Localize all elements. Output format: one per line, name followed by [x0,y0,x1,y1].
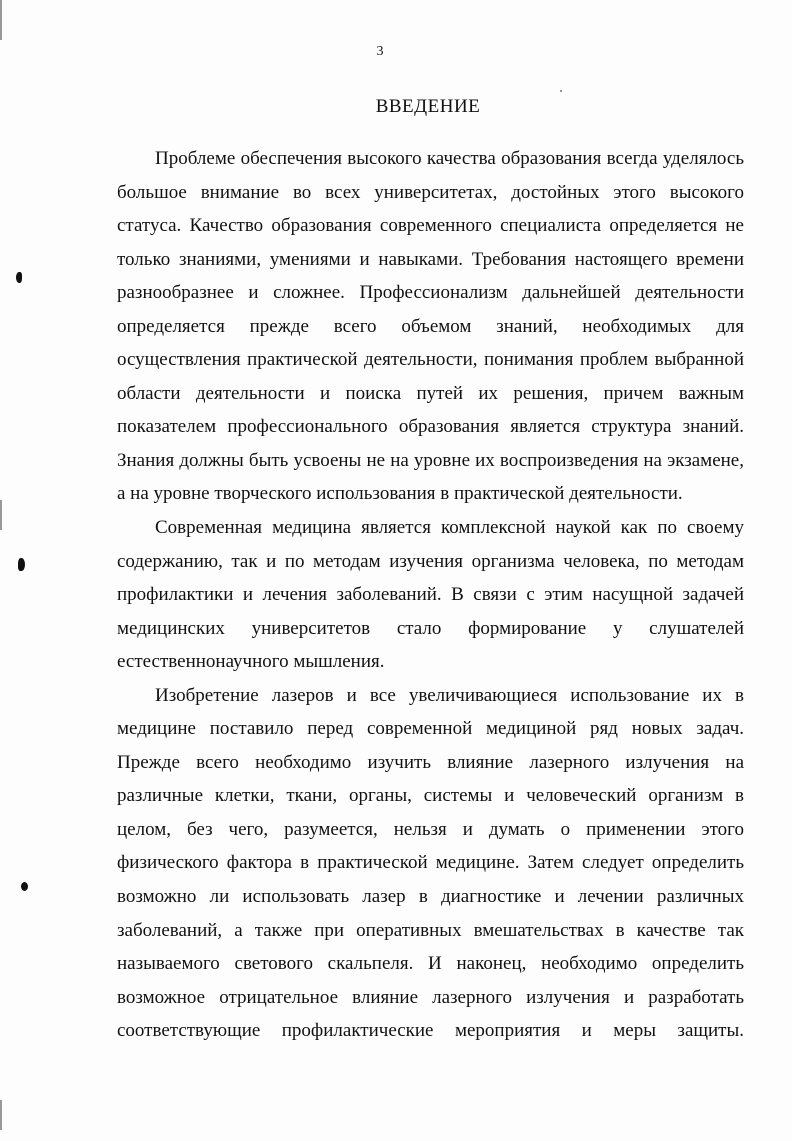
page-number: 3 [376,44,384,59]
paragraph: Проблеме обеспечения высокого качества образования всегда уделялось большое внимание во всех университетах, достойных этого высокого статуса. Качество образования современного специалиста определяется не только знаниями, умениями и навыками. Требования настоящего времени разнообразнее и сложнее. Профессионализм дальнейшей деятельности определяется прежде всего объемом знаний, необходимых для осуществления практической деятельности, понимания проблем выбранной области деятельности и поиска путей их решения, причем важным показателем профессионального образования является структура знаний. Знания должны быть усвоены не на уровне их воспроизведения на экзамене, а на уровне творческого использования в практической деятельности. [117,148,744,505]
scan-artifact-mark [16,272,22,283]
scan-edge-shadow [0,500,2,530]
scan-edge-shadow [0,1100,2,1130]
scan-artifact-mark [21,882,28,891]
scan-artifact-mark [18,558,25,571]
paragraph: Современная медицина является комплексной наукой как по своему содержанию, так и по методам изучения организма человека, по методам профилактики и лечения заболеваний. В связи с этим насущной задачей медицинских университетов стало формирование у слушателей естественнонаучного мышления. [117,517,744,673]
scan-speck [560,90,562,92]
paragraph: Изобретение лазеров и все увеличивающиеся использование их в медицине поставило перед современной медициной ряд новых задач. Прежде всего необходимо изучить влияние лазерного излучения на различные клетки, ткани, органы, системы и человеческий организм в целом, без чего, разумеется, нельзя и думать о применении этого физического фактора в практической медицине. Затем следует определить возможно ли использовать лазер в диагностике и лечении различных заболеваний, а также при оперативных вмешательствах в качестве так называемого светового скальпеля. И наконец, необходимо определить возможное отрицательное влияние лазерного излучения и разработать соответствующие профилактические мероприятия и меры защиты. [117,684,744,1042]
scan-edge-shadow [0,0,2,40]
body-text [117,142,744,1048]
page-title: ВВЕДЕНИЕ [375,96,481,117]
